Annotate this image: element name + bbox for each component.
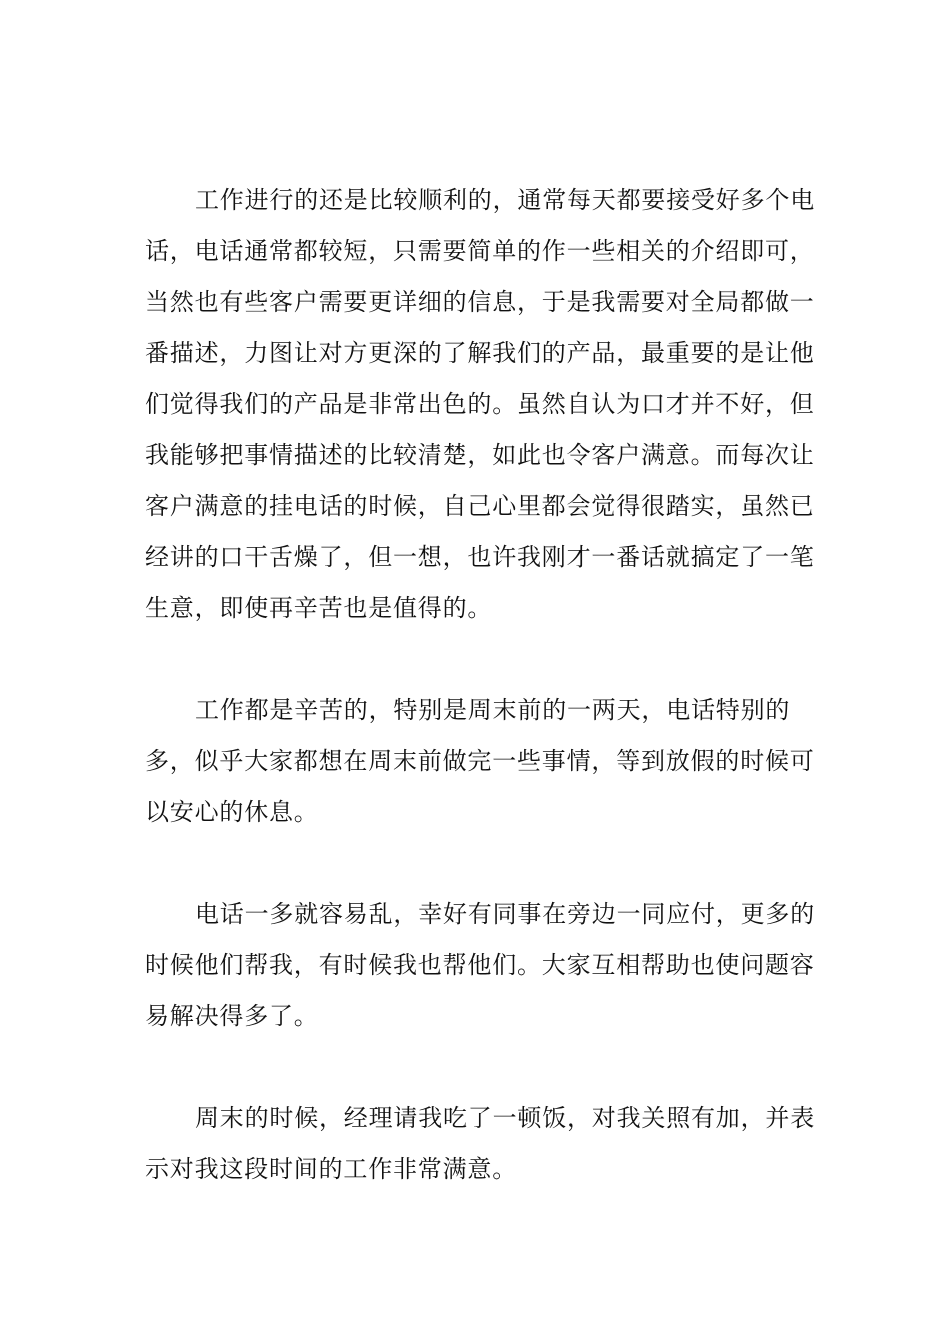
- paragraph-1: 工作进行的还是比较顺利的，通常每天都要接受好多个电话，电话通常都较短，只需要简单的作一些相关的介绍即可，当然也有些客户需要更详细的信息，于是我需要对全局都做一番描述，力图让对方更深的了解我们的产品，最重要的是让他们觉得我们的产品是非常出色的。虽然自认为口才并不好，但我能够把事情描述的比较清楚，如此也令客户满意。而每次让客户满意的挂电话的时候，自己心里都会觉得很踏实，虽然已经讲的口干舌燥了，但一想，也许我刚才一番话就搞定了一笔生意，即使再辛苦也是值得的。: [145, 186, 815, 622]
- paragraph-2: 工作都是辛苦的，特别是周末前的一两天，电话特别的多，似乎大家都想在周末前做完一些事情，等到放假的时候可以安心的休息。: [145, 696, 815, 826]
- paragraph-3: 电话一多就容易乱，幸好有同事在旁边一同应付，更多的时候他们帮我，有时候我也帮他们。大家互相帮助也使问题容易解决得多了。: [145, 900, 815, 1030]
- document-body: [145, 175, 825, 1195]
- paragraph-4: 周末的时候，经理请我吃了一顿饭，对我关照有加，并表示对我这段时间的工作非常满意。: [145, 1104, 815, 1183]
